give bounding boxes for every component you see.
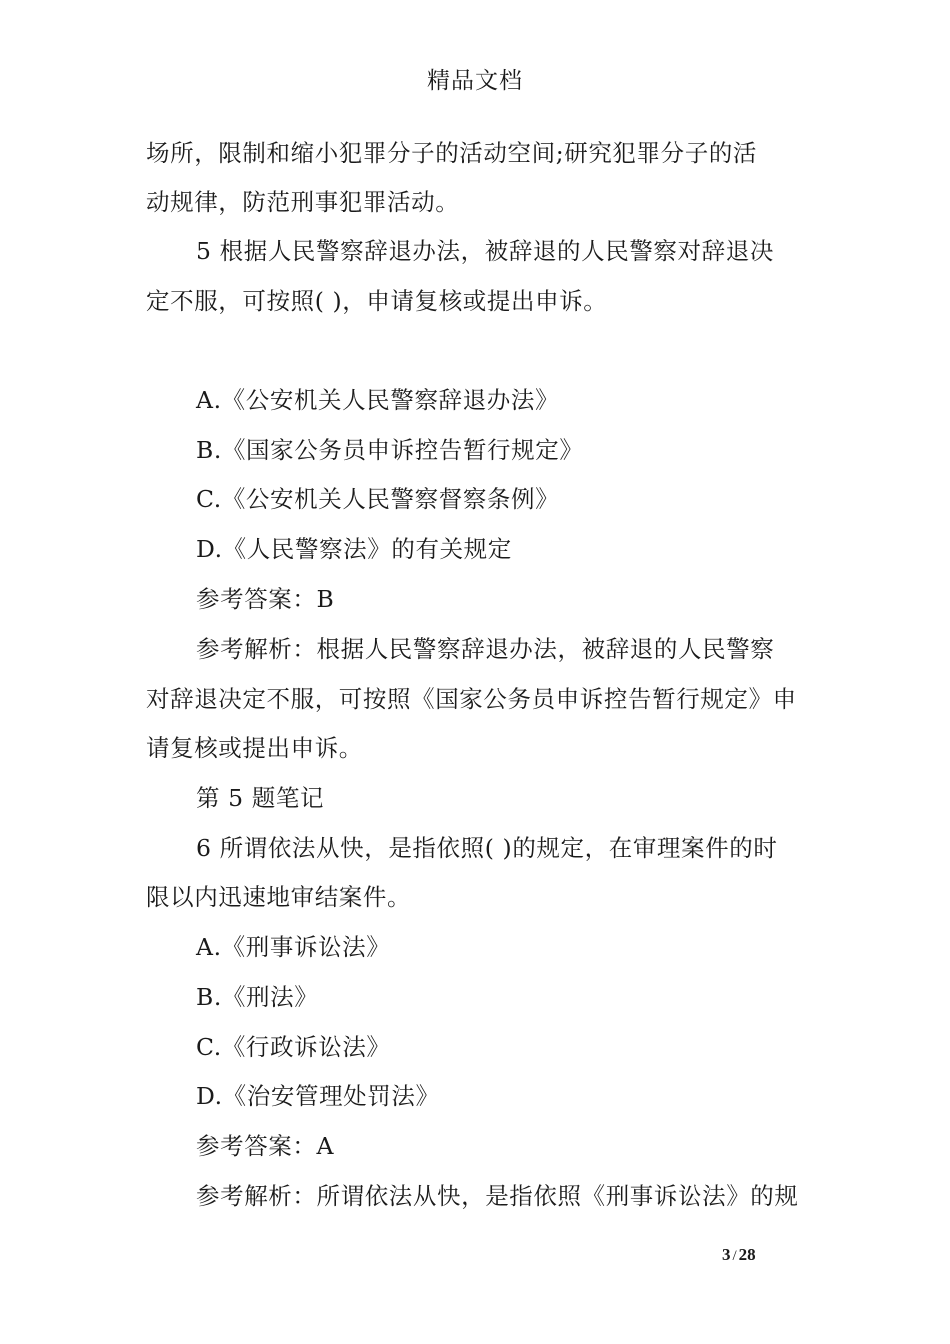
page-total: 28 (738, 1245, 756, 1264)
question-6-option-b: B.《刑法》 (196, 983, 319, 1011)
text-line: 动规律，防范刑事犯罪活动。 (146, 188, 460, 216)
question-6-option-a: A.《刑事诉讼法》 (196, 933, 391, 961)
page-current: 3 (722, 1245, 731, 1264)
question-6-stem: 6 所谓依法从快，是指依照( )的规定，在审理案件的时 (196, 834, 778, 862)
question-5-notes-heading: 第 5 题笔记 (196, 784, 325, 812)
question-5-explanation-cont: 请复核或提出申诉。 (146, 734, 363, 762)
question-5-option-d: D.《人民警察法》的有关规定 (196, 535, 512, 563)
question-5-stem-cont: 定不服，可按照( )，申请复核或提出申诉。 (146, 287, 608, 315)
question-5-option-b: B.《国家公务员申诉控告暂行规定》 (196, 436, 584, 464)
question-5-answer: 参考答案：B (196, 585, 335, 613)
page-header-title: 精品文档 (427, 68, 523, 94)
question-5-explanation: 参考解析：根据人民警察辞退办法，被辞退的人民警察 (196, 635, 775, 663)
question-6-explanation: 参考解析：所谓依法从快，是指依照《刑事诉讼法》的规 (196, 1182, 799, 1210)
question-6-answer: 参考答案：A (196, 1132, 335, 1160)
question-5-option-a: A.《公安机关人民警察辞退办法》 (196, 386, 560, 414)
question-6-option-c: C.《行政诉讼法》 (196, 1033, 391, 1061)
question-5-option-c: C.《公安机关人民警察督察条例》 (196, 485, 560, 513)
page-number (722, 1244, 756, 1267)
question-6-option-d: D.《治安管理处罚法》 (196, 1082, 440, 1110)
question-5-stem: 5 根据人民警察辞退办法，被辞退的人民警察对辞退决 (196, 237, 774, 265)
text-line: 场所，限制和缩小犯罪分子的活动空间;研究犯罪分子的活 (146, 139, 758, 167)
question-6-stem-cont: 限以内迅速地审结案件。 (146, 883, 412, 911)
page-separator: / (732, 1248, 737, 1264)
question-5-explanation-cont: 对辞退决定不服，可按照《国家公务员申诉控告暂行规定》申 (146, 685, 797, 713)
